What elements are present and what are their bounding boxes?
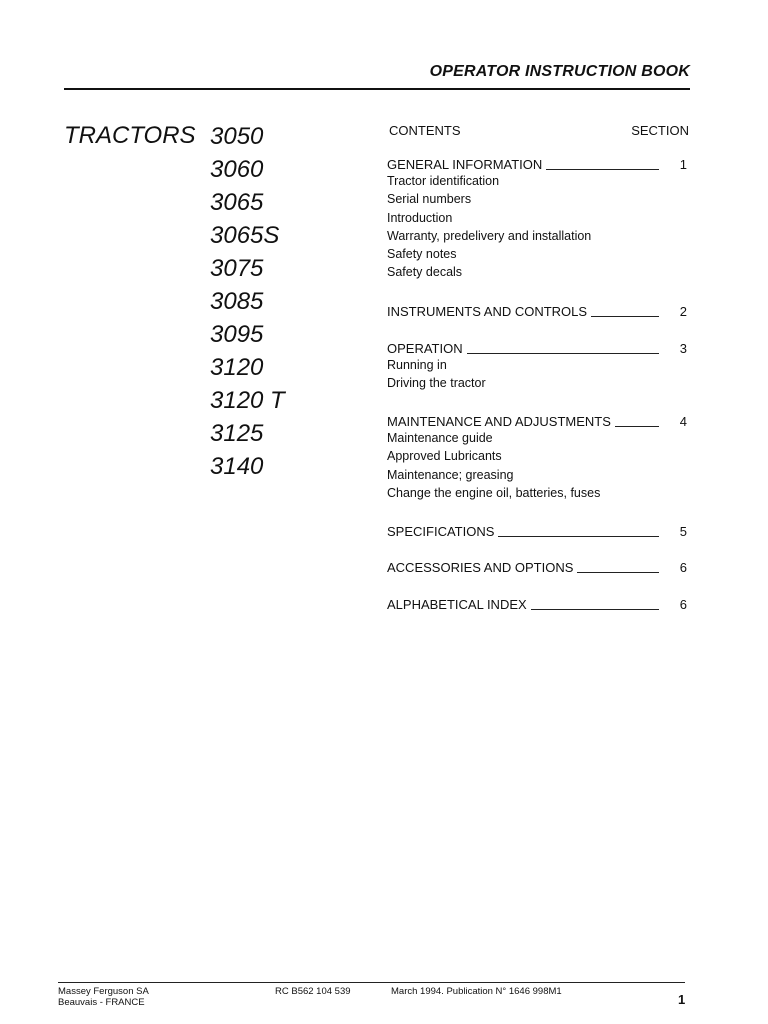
- footer-rule: [58, 982, 685, 983]
- toc-section-number: 2: [679, 304, 687, 319]
- toc-section-general-information: [387, 154, 687, 282]
- toc-heading-title: INSTRUMENTS AND CONTROLS: [387, 304, 588, 319]
- model-number: 3065S: [210, 222, 280, 249]
- section-label: SECTION: [631, 123, 689, 138]
- toc-item: Running in: [387, 358, 447, 372]
- toc-heading-title: SPECIFICATIONS: [387, 524, 495, 539]
- toc-item: Maintenance; greasing: [387, 467, 514, 482]
- model-number: 3060: [210, 156, 264, 183]
- toc-heading: [387, 154, 687, 172]
- leader-line: [531, 609, 659, 610]
- page-number: 1: [678, 992, 686, 1007]
- toc-section-number: 5: [679, 524, 687, 539]
- toc-item: Change the engine oil, batteries, fuses: [387, 485, 601, 500]
- toc-item: Maintenance guide: [387, 431, 493, 445]
- toc-section-number: 3: [679, 341, 687, 356]
- toc-section-alphabetical-index: [387, 594, 687, 612]
- model-number: 3085: [210, 288, 264, 315]
- toc-heading: [387, 338, 687, 356]
- model-number: 3065: [210, 189, 264, 216]
- toc-item: Warranty, predelivery and installation: [387, 228, 592, 243]
- toc-section-accessories: [387, 557, 687, 575]
- toc-heading: [387, 521, 687, 539]
- model-number: 3075: [210, 255, 264, 282]
- leader-line: [498, 536, 659, 537]
- toc-section-number: 4: [679, 414, 687, 429]
- tractors-label: TRACTORS: [64, 122, 196, 149]
- contents-header: [389, 123, 689, 138]
- toc-item: Approved Lubricants: [387, 449, 502, 464]
- footer-rc: RC B562 104 539: [275, 986, 351, 997]
- leader-line: [467, 353, 659, 354]
- leader-line: [591, 316, 659, 317]
- toc-heading-title: MAINTENANCE AND ADJUSTMENTS: [387, 414, 611, 429]
- toc-item: Safety decals: [387, 265, 463, 280]
- contents-label: CONTENTS: [389, 123, 461, 138]
- toc-heading: [387, 301, 687, 319]
- model-number: 3120: [210, 354, 264, 381]
- toc-item: Introduction: [387, 210, 453, 225]
- toc-heading: [387, 411, 687, 429]
- leader-line: [577, 572, 659, 573]
- model-number: 3120 T: [210, 387, 285, 414]
- toc-heading: [387, 557, 687, 575]
- company-location: Beauvais - FRANCE: [58, 997, 145, 1008]
- toc-item: Tractor identification: [387, 174, 500, 188]
- model-number: 3050: [210, 123, 264, 150]
- model-number: 3125: [210, 420, 264, 447]
- company-name: Massey Ferguson SA: [58, 986, 149, 997]
- toc-section-number: 6: [679, 560, 687, 575]
- book-title: OPERATOR INSTRUCTION BOOK: [429, 63, 690, 80]
- toc-item: Serial numbers: [387, 192, 472, 207]
- toc-section-maintenance: [387, 411, 687, 502]
- footer-publication: March 1994. Publication N° 1646 998M1: [391, 986, 562, 997]
- toc-heading-title: GENERAL INFORMATION: [387, 157, 543, 172]
- model-number: 3140: [210, 453, 264, 480]
- toc-heading-title: ALPHABETICAL INDEX: [387, 597, 527, 612]
- leader-line: [546, 169, 659, 170]
- footer-company: [58, 986, 149, 1008]
- model-list: [210, 122, 285, 485]
- header-rule: [64, 88, 690, 90]
- leader-line: [615, 426, 659, 427]
- toc-section-number: 6: [679, 597, 687, 612]
- toc-section-number: 1: [679, 157, 687, 172]
- toc-section-instruments-and-controls: [387, 301, 687, 319]
- model-number: 3095: [210, 321, 264, 348]
- toc-section-specifications: [387, 521, 687, 539]
- toc-item: Driving the tractor: [387, 376, 486, 391]
- toc-heading: [387, 594, 687, 612]
- toc-heading-title: OPERATION: [387, 341, 463, 356]
- toc-item: Safety notes: [387, 247, 457, 262]
- toc-heading-title: ACCESSORIES AND OPTIONS: [387, 560, 574, 575]
- toc-section-operation: [387, 338, 687, 393]
